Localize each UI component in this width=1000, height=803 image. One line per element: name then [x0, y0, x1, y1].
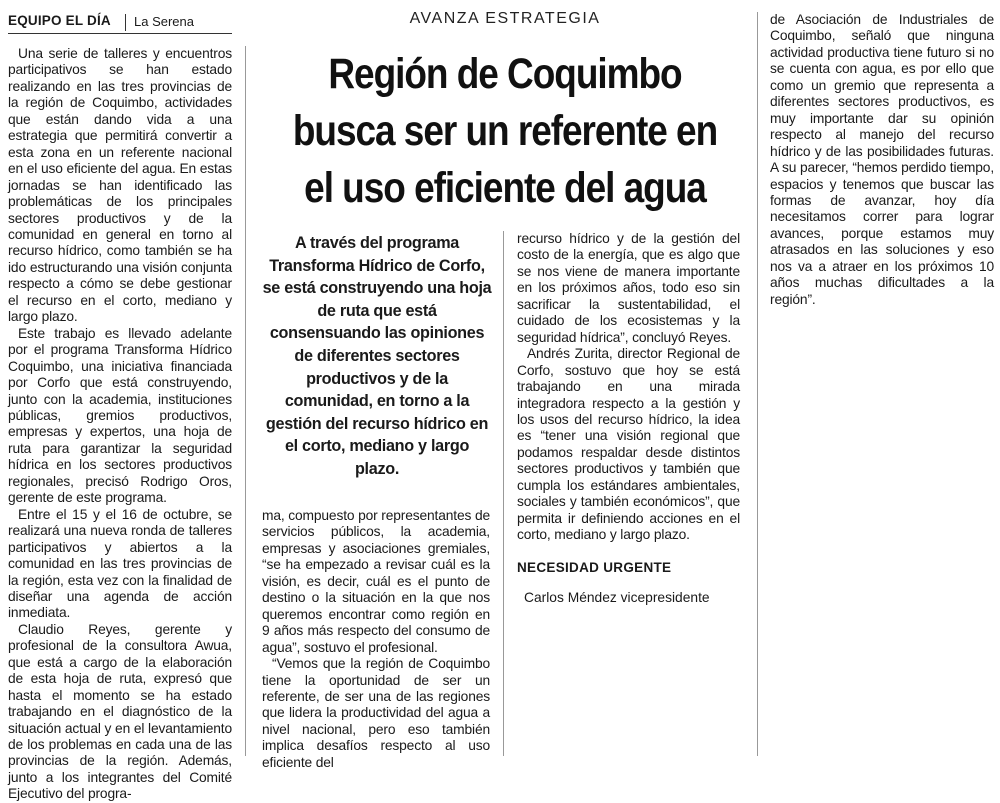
col1-paragraph-3: Entre el 15 y el 16 de octubre, se realizará una nueva ronda de talleres participativos y abiertos a la comunidad en las tres provincias de la región, esta vez con la finalidad de diseñar una agenda de acción inmediata. [8, 506, 232, 621]
byline-bar [8, 13, 232, 34]
column-4 [770, 12, 994, 308]
column-2 [262, 508, 490, 771]
col3-paragraph-3: Carlos Méndez vicepresidente [524, 590, 710, 605]
column-divider-2 [503, 231, 504, 756]
column-3 [517, 231, 740, 544]
col4-paragraph-1: de Asociación de Industriales de Coquimbo, señaló que ninguna actividad productiva tiene futuro si no se cuenta con agua, es por ello que como un gremio que representa a diferentes sectores productivos, es muy importante dar su opinión respecto al manejo del recurso hídrico y de las posibilidades futuras. A su parecer, “hemos perdido tiempo, espacios y tenemos que buscar las formas de avanzar, hoy día necesitamos correr para lograr avances, porque estamos muy atrasados en las soluciones y eso nos va a atraer en los próximos 10 años muchas dificultades a la región”. [770, 12, 994, 307]
subheading-necesidad-urgente: NECESIDAD URGENTE [517, 560, 672, 575]
column-divider-3 [757, 12, 758, 756]
col3-paragraph-2: Andrés Zurita, director Regional de Corfo, sostuvo que hoy se está trabajando en una mirada integradora respecto a la gestión y los usos del recurso hídrico, la idea es “tener una visión regional que podamos respaldar desde distintos sectores productivos y también que cumpla los estándares ambientales, sociales y también económicos”, que permita ir definiendo acciones en el corto, mediano y largo plazo. [517, 346, 740, 543]
headline: Región de Coquimbo busca ser un referente en el uso eficiente del agua [292, 50, 718, 212]
col1-paragraph-1: Una serie de talleres y encuentros participativos se han estado realizando en las tres provincias de la región de Coquimbo, actividades que están dando vida a una estrategia que permitirá convertir a esta zona en un referente nacional en el uso eficiente del agua. En estas jornadas se han identificado las problemáticas de los principales sectores productivos y de la comunidad en general en torno al recurso hídrico, como también se ha ido estructurando una visión conjunta respecto a cómo se debe gestionar el recurso en el corto, mediano y largo plazo. [8, 46, 232, 325]
column-divider-1 [245, 46, 246, 756]
location-label: La Serena [134, 14, 194, 29]
byline-separator [125, 14, 126, 31]
col2-paragraph-1: ma, compuesto por representantes de servicios públicos, la academia, empresas y asociaciones gremiales, “se ha empezado a revisar cuál es la visión, es decir, cuál es el punto de destino o la situación en la que nos queremos encontrar como región en 9 años más respecto del consumo de agua”, sostuvo el profesional. [262, 508, 490, 655]
column-1 [8, 46, 232, 803]
kicker: AVANZA ESTRATEGIA [409, 10, 601, 27]
section-label: EQUIPO EL DÍA [8, 13, 111, 28]
col2-paragraph-2: “Vemos que la región de Coquimbo tiene la oportunidad de ser un referente, de ser una de las regiones que lidera la productividad del agua a nivel nacional, pero eso también implica desafíos respecto al uso eficiente del [262, 656, 490, 770]
col1-paragraph-4: Claudio Reyes, gerente y profesional de la consultora Awua, que está a cargo de la elaboración de esta hoja de ruta, expresó que hasta el momento se ha estado trabajando en el diagnóstico de la situación actual y en el levantamiento de los problemas en cada una de las provincias de la región. Además, junto a los integrantes del Comité Ejecutivo del progra- [8, 621, 232, 802]
col1-paragraph-2: Este trabajo es llevado adelante por el programa Transforma Hídrico Coquimbo, una iniciativa financiada por Corfo que está construyendo, junto con la academia, instituciones públicas, gremios productivos, empresas y expertos, una hoja de ruta para garantizar la seguridad hídrica en los sectores productivos regionales, precisó Rodrigo Oros, gerente de este programa. [8, 325, 232, 506]
col3-paragraph-1: recurso hídrico y de la gestión del costo de la energía, que es algo que se nos viene de manera importante en los próximos años, todo eso sin sacrificar la sustentabilidad, el cuidado de los ecosistemas y la seguridad hídrica”, concluyó Reyes. [517, 231, 740, 345]
lead-paragraph: A través del programa Transforma Hídrico de Corfo, se está construyendo una hoja de ruta que está consensuando las opiniones de diferentes sectores productivos y de la comunidad, en torno a la gestión del recurso hídrico en el corto, mediano y largo plazo. [262, 234, 492, 478]
